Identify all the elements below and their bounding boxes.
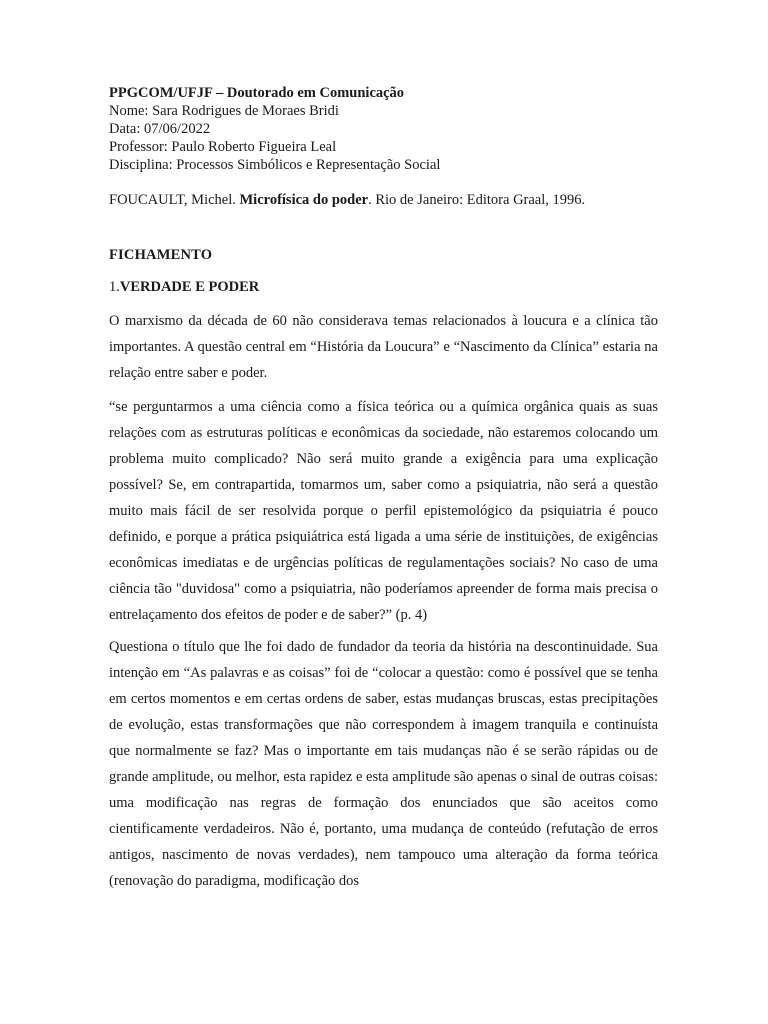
reference-author: FOUCAULT, Michel. <box>109 192 240 208</box>
professor-line: Professor: Paulo Roberto Figueira Leal <box>109 139 337 155</box>
program-title: PPGCOM/UFJF – Doutorado em Comunicação <box>109 85 405 101</box>
paragraph-2-quote: “se perguntarmos a uma ciência como a física teórica ou a química orgânica quais as suas relações com as estruturas políticas e econômicas da sociedade, não estaremos colocando um problema muito complicado? Não será muito grande a exigência para uma explicação possível? Se, em contrapartida, tomarmos um, saber como a psiquiatria, não será a questão muito mais fácil de ser resolvida porque o perfil epistemológico da psiquiatria é pouco definido, e porque a prática psiquiátrica está ligada a uma série de instituições, de exigências econômicas imediatas e de urgências políticas de regulamentações sociais? No caso de uma ciência tão "duvidosa" como a psiquiatria, não poderíamos apreender de forma mais precisa o entrelaçamento dos efeitos de poder e de saber?” (p. 4) <box>109 399 658 623</box>
reference-details: . Rio de Janeiro: Editora Graal, 1996. <box>368 192 586 208</box>
reference-work-title: Microfísica do poder <box>239 192 369 208</box>
discipline-line: Disciplina: Processos Simbólicos e Representação Social <box>109 157 441 173</box>
paragraph-1: O marxismo da década de 60 não considerava temas relacionados à loucura e a clínica tão importantes. A questão central em “História da Loucura” e “Nascimento da Clínica” estaria na relação entre saber e poder. <box>109 313 658 381</box>
date-line: Data: 07/06/2022 <box>109 121 211 137</box>
subsection-title: VERDADE E PODER <box>119 279 260 295</box>
document-content <box>109 84 658 894</box>
section-title: FICHAMENTO <box>109 247 213 263</box>
student-name: Nome: Sara Rodrigues de Moraes Bridi <box>109 103 339 119</box>
header-block <box>109 84 658 174</box>
paragraph-3: Questiona o título que lhe foi dado de fundador da teoria da história na descontinuidade. Sua intenção em “As palavras e as coisas” foi de “colocar a questão: como é possível que se tenha em certos momentos e em certas ordens de saber, estas mudanças bruscas, estas precipitações de evolução, estas transformações que não correspondem à imagem tranquila e continuísta que normalmente se faz? Mas o importante em tais mudanças não é se serão rápidas ou de grande amplitude, ou melhor, esta rapidez e esta amplitude são apenas o sinal de outras coisas: uma modificação nas regras de formação dos enunciados que são aceitos como cientificamente verdadeiros. Não é, portanto, uma mudança de conteúdo (refutação de erros antigos, nascimento de novas verdades), nem tampouco uma alteração da forma teórica (renovação do paradigma, modificação dos <box>109 639 658 889</box>
subsection-heading <box>109 278 658 296</box>
bibliographic-reference <box>109 191 658 209</box>
subsection-number: 1. <box>109 279 120 295</box>
